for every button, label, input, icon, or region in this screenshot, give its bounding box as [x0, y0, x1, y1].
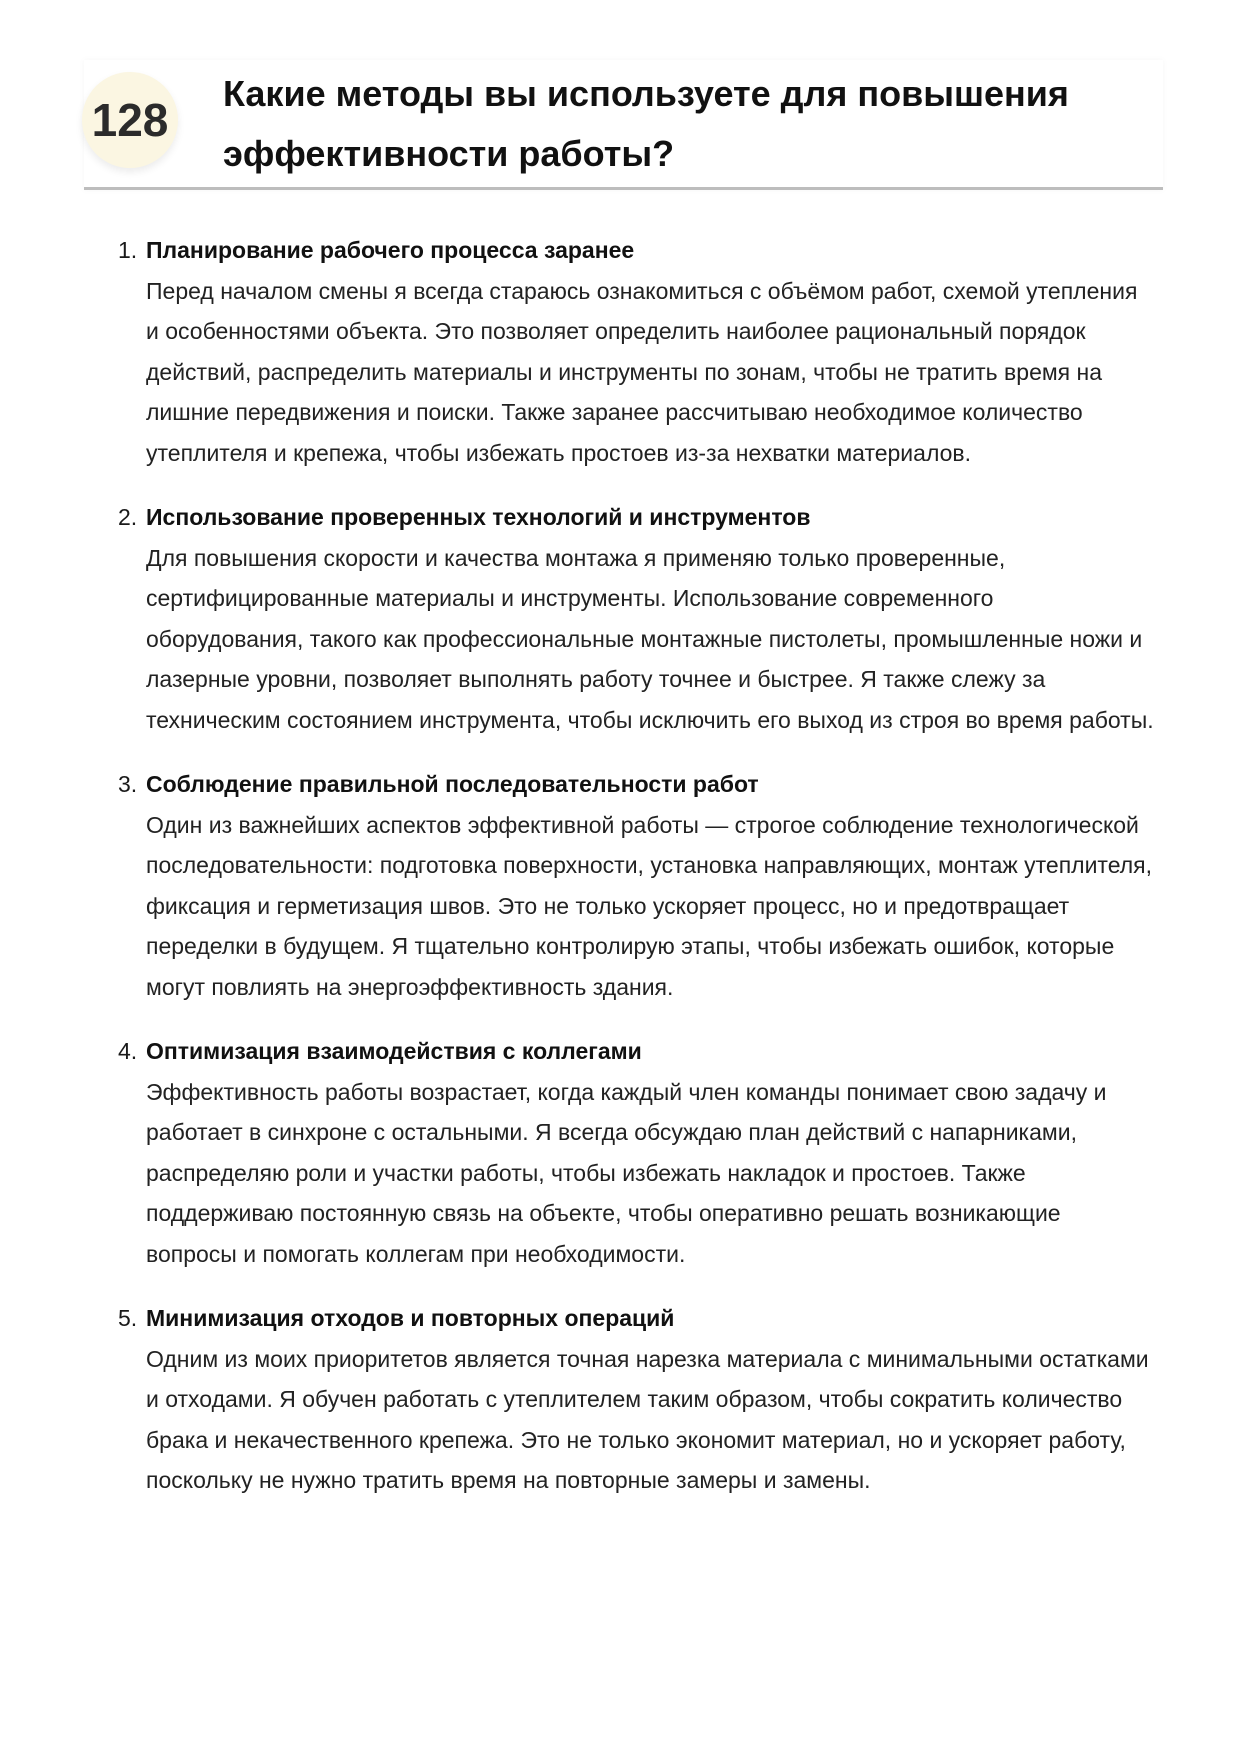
list-item	[118, 230, 1156, 473]
item-title: Планирование рабочего процесса заранее	[146, 237, 635, 263]
item-title: Соблюдение правильной последовательности работ	[146, 771, 759, 797]
list-item	[118, 1298, 1156, 1501]
answer-list	[118, 230, 1156, 1525]
question-title: Какие методы вы используете для повышения эффективности работы?	[223, 73, 1069, 174]
item-body: Перед началом смены я всегда стараюсь ознакомиться с объёмом работ, схемой утепления и особенностями объекта. Это позволяет определить наиболее рациональный порядок действий, распределить материалы и инструменты по зонам, чтобы не тратить время на лишние передвижения и поиски. Также заранее рассчитываю необходимое количество утеплителя и крепежа, чтобы избежать простоев из-за нехватки материалов.	[146, 277, 1138, 466]
item-number: 1.	[118, 237, 138, 263]
list-item	[118, 1031, 1156, 1274]
item-number: 3.	[118, 771, 138, 797]
item-body: Эффективность работы возрастает, когда каждый член команды понимает свою задачу и работает в синхроне с остальными. Я всегда обсуждаю план действий с напарниками, распределяю роли и участки работы, чтобы избежать накладок и простоев. Также поддерживаю постоянную связь на объекте, чтобы оперативно решать возникающие вопросы и помогать коллегам при необходимости.	[146, 1078, 1107, 1267]
list-item	[118, 764, 1156, 1007]
list-item	[118, 497, 1156, 740]
item-body: Одним из моих приоритетов является точная нарезка материала с минимальными остатками и отходами. Я обучен работать с утеплителем таким образом, чтобы сократить количество брака и некачественного крепежа. Это не только экономит материал, но и ускоряет работу, поскольку не нужно тратить время на повторные замеры и замены.	[146, 1345, 1149, 1493]
item-title: Использование проверенных технологий и инструментов	[146, 504, 811, 530]
item-number: 4.	[118, 1038, 138, 1064]
header-divider	[84, 187, 1163, 190]
item-number: 5.	[118, 1305, 138, 1331]
item-number: 2.	[118, 504, 138, 530]
question-number-badge: 128	[82, 72, 178, 168]
item-title: Минимизация отходов и повторных операций	[146, 1305, 675, 1331]
item-body: Для повышения скорости и качества монтажа я применяю только проверенные, сертифицированные материалы и инструменты. Использование современного оборудования, такого как профессиональные монтажные пистолеты, промышленные ножи и лазерные уровни, позволяет выполнять работу точнее и быстрее. Я также слежу за техническим состоянием инструмента, чтобы исключить его выход из строя во время работы.	[146, 544, 1154, 733]
item-body: Один из важнейших аспектов эффективной работы — строгое соблюдение технологической последовательности: подготовка поверхности, установка направляющих, монтаж утеплителя, фиксация и герметизация швов. Это не только ускоряет процесс, но и предотвращает переделки в будущем. Я тщательно контролирую этапы, чтобы избежать ошибок, которые могут повлиять на энергоэффективность здания.	[146, 811, 1153, 1000]
item-title: Оптимизация взаимодействия с коллегами	[146, 1038, 642, 1064]
